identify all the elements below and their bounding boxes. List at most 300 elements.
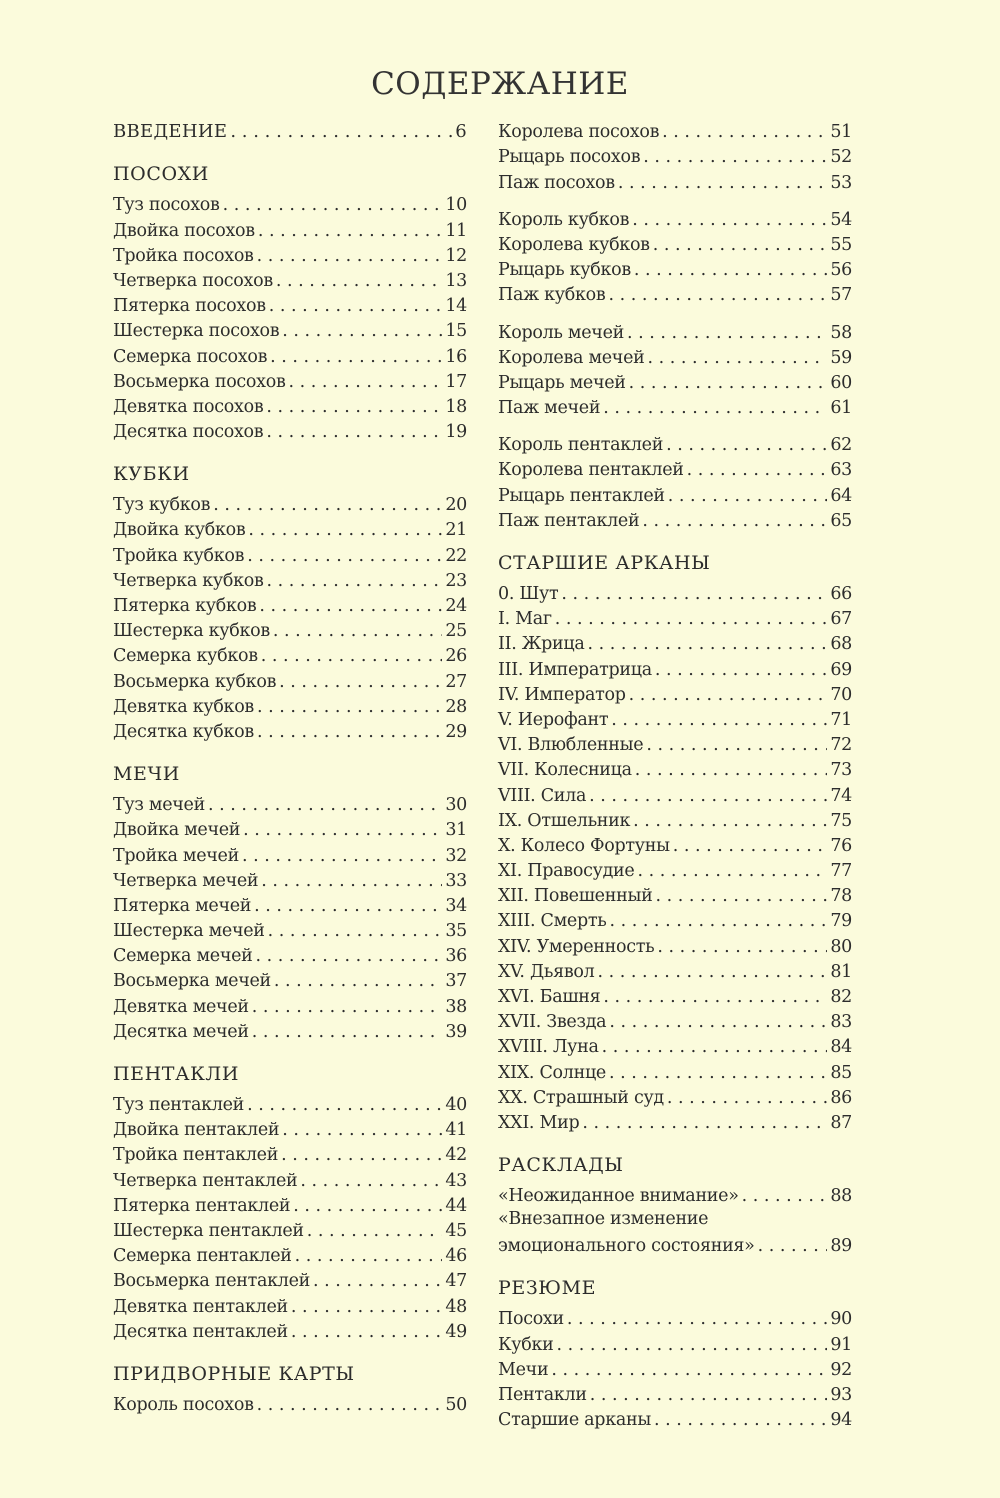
section-heading-spreads: РАСКЛАДЫ — [498, 1153, 624, 1176]
toc-entry-label: Пятерка мечей — [113, 895, 252, 916]
dot-leader — [629, 684, 828, 706]
toc-entry-page: 21 — [445, 520, 467, 541]
toc-entry-label: Туз мечей — [113, 795, 205, 816]
dot-leader — [589, 785, 827, 807]
toc-entry-page: 85 — [830, 1062, 852, 1083]
toc-entry-page: 28 — [445, 696, 467, 717]
dot-leader — [281, 1144, 442, 1166]
toc-entry-page: 11 — [445, 220, 467, 241]
dot-leader — [561, 583, 827, 605]
toc-entry-label: Семерка пентаклей — [113, 1246, 292, 1267]
toc-entry[interactable] — [498, 907, 852, 932]
toc-entry[interactable] — [113, 841, 467, 866]
toc-entry[interactable] — [498, 832, 852, 857]
dot-leader — [254, 895, 442, 917]
dot-leader — [582, 1112, 827, 1134]
toc-right-column — [498, 118, 852, 1431]
dot-leader — [273, 620, 442, 642]
toc-entry-page: 86 — [830, 1087, 852, 1108]
toc-entry-label: Двойка пентаклей — [113, 1120, 280, 1141]
dot-leader — [257, 1394, 443, 1416]
dot-leader — [590, 1384, 828, 1406]
toc-entry-label: 0. Шут — [498, 584, 559, 604]
toc-entry[interactable] — [113, 516, 467, 541]
dot-leader — [269, 295, 443, 317]
toc-entry-label: Восьмерка посохов — [113, 371, 286, 392]
toc-entry[interactable] — [113, 1166, 467, 1191]
toc-entry[interactable] — [498, 369, 852, 394]
toc-entry-page: 27 — [445, 671, 467, 692]
court-list-swords — [498, 318, 852, 419]
pentacles-list — [113, 1091, 467, 1343]
toc-entry-label: Кубки — [498, 1334, 554, 1355]
toc-entry[interactable] — [113, 892, 467, 917]
dot-leader — [270, 346, 442, 368]
toc-entry-page: 64 — [830, 485, 852, 506]
toc-entry-page: 45 — [445, 1220, 467, 1241]
toc-entry[interactable] — [498, 1008, 852, 1033]
dot-leader — [597, 961, 827, 983]
toc-entry-label: XI. Правосудие — [498, 861, 635, 882]
toc-entry-label: Туз кубков — [113, 495, 211, 516]
dot-leader — [618, 172, 827, 194]
toc-entry-page: 48 — [445, 1296, 467, 1317]
toc-entry-label: XII. Повешенный — [498, 886, 653, 907]
toc-entry-page: 40 — [445, 1095, 467, 1115]
toc-entry[interactable] — [113, 567, 467, 592]
toc-entry-label: Семерка кубков — [113, 646, 258, 667]
toc-entry[interactable] — [498, 344, 852, 369]
toc-entry-label: XX. Страшный суд — [498, 1087, 664, 1108]
toc-entry-page: 51 — [830, 122, 852, 143]
toc-entry[interactable] — [498, 231, 852, 256]
toc-entry-label: Семерка посохов — [113, 346, 268, 367]
toc-entry[interactable] — [113, 491, 467, 516]
toc-entry[interactable] — [498, 318, 852, 343]
dot-leader — [257, 245, 443, 267]
toc-entry-label: Рыцарь посохов — [498, 147, 641, 168]
dot-leader — [307, 1220, 443, 1242]
dot-leader — [654, 1409, 827, 1431]
toc-entry-label: Тройка мечей — [113, 845, 239, 866]
toc-entry-label: Десятка пентаклей — [113, 1321, 288, 1342]
dot-leader — [266, 396, 442, 418]
toc-entry[interactable] — [113, 967, 467, 992]
dot-leader — [646, 734, 827, 756]
toc-entry-page: 22 — [445, 545, 467, 566]
toc-entry-label: IV. Император — [498, 684, 626, 705]
toc-entry-page: 29 — [445, 721, 467, 742]
toc-entry[interactable] — [113, 1116, 467, 1141]
toc-left-column — [113, 118, 467, 1416]
dot-leader — [252, 1021, 443, 1043]
dot-leader — [648, 347, 828, 369]
toc-entry-page: 93 — [830, 1384, 852, 1405]
section-heading-major-arcana: СТАРШИЕ АРКАНЫ — [498, 551, 711, 574]
dot-leader — [611, 709, 827, 731]
dot-leader — [666, 434, 827, 456]
toc-entry-page: 67 — [830, 609, 852, 630]
toc-entry-label: XIX. Солнце — [498, 1062, 606, 1083]
toc-entry-page: 26 — [445, 646, 467, 667]
toc-entry-page: 53 — [830, 172, 852, 193]
toc-entry-label: XVII. Звезда — [498, 1012, 607, 1033]
toc-entry-page: 60 — [830, 372, 852, 393]
dot-leader — [261, 645, 443, 667]
toc-entry-page: 63 — [830, 460, 852, 481]
toc-entry-label: VIII. Сила — [498, 785, 587, 806]
toc-entry-page: 55 — [830, 234, 852, 255]
toc-entry-label: Шестерка пентаклей — [113, 1220, 304, 1241]
dot-leader — [643, 146, 827, 168]
dot-leader — [247, 1094, 442, 1116]
toc-entry-page: 39 — [445, 1021, 467, 1042]
toc-entry[interactable] — [113, 317, 467, 342]
dot-leader — [687, 459, 828, 481]
toc-entry[interactable] — [498, 456, 852, 481]
toc-entry[interactable] — [498, 756, 852, 781]
dot-leader — [208, 794, 442, 816]
toc-entry-page: 32 — [445, 845, 467, 866]
court-list-cups — [498, 206, 852, 307]
toc-entry[interactable] — [498, 1058, 852, 1083]
toc-entry-page: 94 — [830, 1410, 852, 1431]
toc-entry[interactable] — [498, 1084, 852, 1109]
toc-entry-label: XVI. Башня — [498, 987, 601, 1007]
toc-entry[interactable] — [113, 1141, 467, 1166]
toc-entry-label: Туз пентаклей — [113, 1095, 245, 1115]
toc-entry-page: 81 — [830, 961, 852, 982]
dot-leader — [609, 1062, 827, 1084]
toc-entry-page: 70 — [830, 684, 852, 705]
dot-leader — [276, 270, 442, 292]
dot-leader — [242, 845, 442, 867]
toc-entry-label: III. Императрица — [498, 659, 652, 680]
dot-leader — [667, 1087, 827, 1109]
toc-entry-page: 44 — [445, 1195, 467, 1216]
toc-entry[interactable] — [113, 1267, 467, 1292]
toc-entry-page: 61 — [830, 398, 852, 419]
toc-entry-page: 90 — [830, 1309, 852, 1330]
toc-entry-page: 15 — [445, 321, 467, 342]
dot-leader — [282, 1119, 442, 1141]
toc-entry-label: Семерка мечей — [113, 946, 253, 967]
toc-entry[interactable] — [113, 1091, 467, 1116]
toc-entry-label: Рыцарь пентаклей — [498, 485, 665, 506]
toc-entry-label: Королева мечей — [498, 347, 645, 368]
toc-entry[interactable] — [113, 867, 467, 892]
toc-entry[interactable] — [498, 882, 852, 907]
toc-entry[interactable] — [498, 143, 852, 168]
dot-leader — [556, 1334, 827, 1356]
section-heading-wands: ПОСОХИ — [113, 163, 209, 186]
major-arcana-list — [498, 580, 852, 1134]
toc-entry[interactable] — [113, 1192, 467, 1217]
toc-entry[interactable] — [113, 1242, 467, 1267]
dot-leader — [289, 371, 443, 393]
toc-entry[interactable] — [113, 592, 467, 617]
toc-entry[interactable] — [498, 932, 852, 957]
toc-entry-label: Тройка посохов — [113, 245, 254, 266]
dot-leader — [633, 810, 827, 832]
toc-entry-page: 56 — [830, 260, 852, 281]
toc-entry-page: 43 — [445, 1170, 467, 1191]
dot-leader — [213, 494, 442, 516]
court-list-pentacles — [498, 431, 852, 532]
dot-leader — [629, 372, 828, 394]
toc-entry-page: 74 — [830, 785, 852, 806]
dot-leader — [655, 885, 827, 907]
toc-entry[interactable] — [498, 731, 852, 756]
toc-entry[interactable] — [498, 580, 852, 605]
dot-leader — [291, 1296, 442, 1318]
toc-entry-label: VI. Влюбленные — [498, 735, 644, 756]
toc-entry-spread-unexpected-attention[interactable]: «Неожиданное внимание» . . . 88 — [498, 1182, 852, 1207]
toc-entry-label: Тройка пентаклей — [113, 1145, 279, 1166]
toc-entry-label: Четверка кубков — [113, 570, 264, 591]
dot-leader — [282, 320, 442, 342]
court-list-part1 — [113, 1391, 467, 1416]
toc-entry-label: Король посохов — [113, 1394, 254, 1415]
toc-entry-page: 35 — [445, 921, 467, 942]
toc-entry[interactable] — [113, 1391, 467, 1416]
toc-entry[interactable] — [498, 1109, 852, 1134]
toc-entry-label: Паж пентаклей — [498, 510, 640, 531]
toc-entry-label: Посохи — [498, 1309, 564, 1330]
toc-entry-page: 52 — [830, 147, 852, 168]
toc-entry-page: 87 — [830, 1112, 852, 1133]
toc-entry-introduction[interactable]: ВВЕДЕНИЕ . . . 6 — [113, 118, 467, 143]
toc-entry[interactable] — [113, 791, 467, 816]
dot-leader — [279, 671, 442, 693]
toc-entry[interactable] — [113, 216, 467, 241]
toc-entry-page: 62 — [830, 435, 852, 456]
toc-entry-page: 19 — [445, 422, 467, 443]
dot-leader — [266, 421, 442, 443]
dot-leader — [252, 996, 443, 1018]
toc-entry[interactable] — [498, 1305, 852, 1330]
toc-entry-page: 79 — [830, 911, 852, 932]
dot-leader — [293, 1195, 442, 1217]
toc-entry[interactable] — [113, 942, 467, 967]
toc-entry-page: 72 — [830, 735, 852, 756]
toc-entry-page: 58 — [830, 322, 852, 343]
dot-leader — [603, 986, 827, 1008]
dot-leader — [635, 759, 828, 781]
dot-leader — [655, 659, 828, 681]
toc-entry[interactable] — [113, 292, 467, 317]
toc-entry-page: 42 — [445, 1145, 467, 1166]
toc-entry[interactable] — [498, 1330, 852, 1355]
section-heading-swords: МЕЧИ — [113, 762, 180, 785]
toc-entry[interactable] — [498, 118, 852, 143]
toc-entry-label: Девятка кубков — [113, 696, 254, 717]
dot-leader — [587, 633, 827, 655]
toc-entry[interactable] — [113, 718, 467, 743]
toc-entry[interactable] — [113, 242, 467, 267]
summary-list — [498, 1305, 852, 1431]
dot-leader — [268, 920, 443, 942]
toc-entry-page: 34 — [445, 895, 467, 916]
toc-entry-page: 14 — [445, 296, 467, 317]
toc-entry[interactable] — [498, 206, 852, 231]
toc-entry-page: 65 — [830, 510, 852, 531]
toc-entry-label: Туз посохов — [113, 195, 220, 216]
page-title: СОДЕРЖАНИЕ — [371, 66, 629, 102]
toc-entry-label: Двойка кубков — [113, 520, 246, 541]
dot-leader — [291, 1321, 443, 1343]
toc-entry-label: II. Жрица — [498, 634, 585, 655]
toc-entry[interactable] — [498, 481, 852, 506]
dot-leader — [267, 570, 443, 592]
dot-leader — [642, 510, 827, 532]
dot-leader — [248, 519, 442, 541]
toc-entry-label: Старшие арканы — [498, 1410, 651, 1431]
toc-entry[interactable] — [113, 541, 467, 566]
toc-entry-page: 17 — [445, 371, 467, 392]
toc-entry[interactable] — [498, 630, 852, 655]
toc-entry-page: 71 — [830, 709, 852, 730]
toc-entry[interactable] — [498, 281, 852, 306]
dot-leader — [555, 608, 828, 630]
toc-entry-label: Пентакли — [498, 1384, 587, 1405]
dot-leader — [602, 1036, 828, 1058]
dot-leader — [257, 696, 442, 718]
toc-entry-label: V. Иерофант — [498, 709, 609, 730]
toc-entry-label: Пятерка кубков — [113, 596, 257, 616]
dot-leader — [257, 721, 442, 743]
toc-entry[interactable] — [498, 256, 852, 281]
toc-entry-page: 83 — [830, 1012, 852, 1033]
toc-entry[interactable] — [113, 917, 467, 942]
toc-entry[interactable] — [498, 431, 852, 456]
toc-entry[interactable] — [498, 807, 852, 832]
dot-leader — [243, 819, 442, 841]
toc-entry-label: Король пентаклей — [498, 435, 664, 456]
toc-entry-page: 68 — [830, 634, 852, 655]
toc-entry[interactable] — [113, 992, 467, 1017]
dot-leader — [603, 397, 827, 419]
toc-entry-label: Восьмерка кубков — [113, 671, 277, 692]
dot-leader — [632, 209, 827, 231]
toc-entry[interactable] — [113, 393, 467, 418]
toc-entry-label: Восьмерка пентаклей — [113, 1271, 311, 1292]
toc-entry-label: Король кубков — [498, 209, 630, 230]
toc-entry[interactable] — [113, 1018, 467, 1043]
toc-entry-label: Тройка кубков — [113, 545, 245, 566]
toc-entry-label: Девятка посохов — [113, 396, 264, 417]
toc-entry-page: 38 — [445, 996, 467, 1017]
toc-entry-label: Шестерка кубков — [113, 621, 270, 642]
toc-entry[interactable] — [113, 267, 467, 292]
toc-entry[interactable] — [498, 1033, 852, 1058]
toc-entry-spread-emotional-change[interactable]: «Внезапное изменение эмоционального состояния» . . . 89 — [498, 1207, 852, 1257]
toc-entry-page: 31 — [445, 820, 467, 841]
toc-entry-label: Пятерка посохов — [113, 296, 266, 317]
toc-entry-page: 46 — [445, 1246, 467, 1267]
toc-entry-label: Четверка мечей — [113, 870, 259, 891]
toc-entry-page: 12 — [445, 245, 467, 266]
toc-entry[interactable] — [113, 642, 467, 667]
toc-entry[interactable] — [498, 781, 852, 806]
toc-entry-label: Паж мечей — [498, 398, 601, 419]
toc-entry-label: Королева посохов — [498, 122, 660, 143]
dot-leader — [295, 1245, 443, 1267]
toc-entry-label: Двойка посохов — [113, 220, 255, 241]
toc-entry[interactable] — [498, 1381, 852, 1406]
dot-leader — [627, 322, 827, 344]
toc-entry[interactable] — [498, 507, 852, 532]
toc-entry-label: XV. Дьявол — [498, 961, 595, 982]
dot-leader — [247, 545, 442, 567]
section-heading-cups: КУБКИ — [113, 463, 190, 486]
toc-entry-page: 77 — [830, 861, 852, 882]
dot-leader — [223, 194, 443, 216]
toc-entry-label: Девятка мечей — [113, 996, 249, 1017]
toc-entry-page: 16 — [445, 346, 467, 367]
toc-entry-label: XXI. Мир — [498, 1112, 580, 1133]
toc-entry-label: Паж посохов — [498, 172, 615, 193]
dot-leader — [256, 945, 443, 967]
toc-entry[interactable] — [113, 368, 467, 393]
toc-entry[interactable] — [113, 1318, 467, 1343]
toc-entry[interactable] — [113, 693, 467, 718]
toc-entry[interactable] — [113, 342, 467, 367]
toc-entry-page: 66 — [830, 584, 852, 604]
toc-entry-label: Восьмерка мечей — [113, 971, 271, 992]
toc-entry-label: XIV. Умеренность — [498, 936, 655, 957]
toc-entry[interactable] — [498, 681, 852, 706]
toc-entry-label: XIII. Смерть — [498, 911, 607, 932]
toc-entry-label: Мечи — [498, 1359, 549, 1380]
toc-entry-label: IX. Отшельник — [498, 810, 631, 831]
toc-entry[interactable] — [113, 617, 467, 642]
dot-leader — [668, 485, 828, 507]
toc-entry[interactable] — [498, 655, 852, 680]
toc-entry-label: Двойка мечей — [113, 820, 241, 841]
toc-entry[interactable] — [113, 1292, 467, 1317]
toc-entry-label: Королева пентаклей — [498, 460, 684, 481]
section-heading-pentacles: ПЕНТАКЛИ — [113, 1062, 239, 1085]
toc-entry-page: 18 — [445, 396, 467, 417]
toc-entry-page: 49 — [445, 1321, 467, 1342]
dot-leader — [608, 284, 827, 306]
toc-entry[interactable] — [498, 983, 852, 1008]
toc-entry[interactable] — [498, 706, 852, 731]
toc-entry-page: 41 — [445, 1120, 467, 1141]
toc-entry-label: Шестерка посохов — [113, 321, 280, 342]
toc-entry[interactable] — [113, 1217, 467, 1242]
toc-entry[interactable] — [498, 857, 852, 882]
toc-entry-page: 73 — [830, 760, 852, 781]
toc-entry[interactable] — [498, 958, 852, 983]
toc-entry[interactable] — [113, 418, 467, 443]
toc-entry[interactable] — [113, 191, 467, 216]
toc-entry-page: 24 — [445, 596, 467, 616]
toc-entry[interactable] — [498, 1356, 852, 1381]
toc-entry[interactable] — [498, 1406, 852, 1431]
dot-leader — [653, 234, 828, 256]
cups-list — [113, 491, 467, 743]
toc-entry[interactable] — [113, 667, 467, 692]
toc-entry[interactable] — [498, 394, 852, 419]
toc-entry[interactable] — [113, 816, 467, 841]
toc-entry[interactable] — [498, 168, 852, 193]
toc-entry-label: Пятерка пентаклей — [113, 1195, 291, 1216]
toc-entry-label: X. Колесо Фортуны — [498, 835, 670, 856]
section-heading-summary: РЕЗЮМЕ — [498, 1277, 597, 1300]
toc-entry[interactable] — [498, 605, 852, 630]
